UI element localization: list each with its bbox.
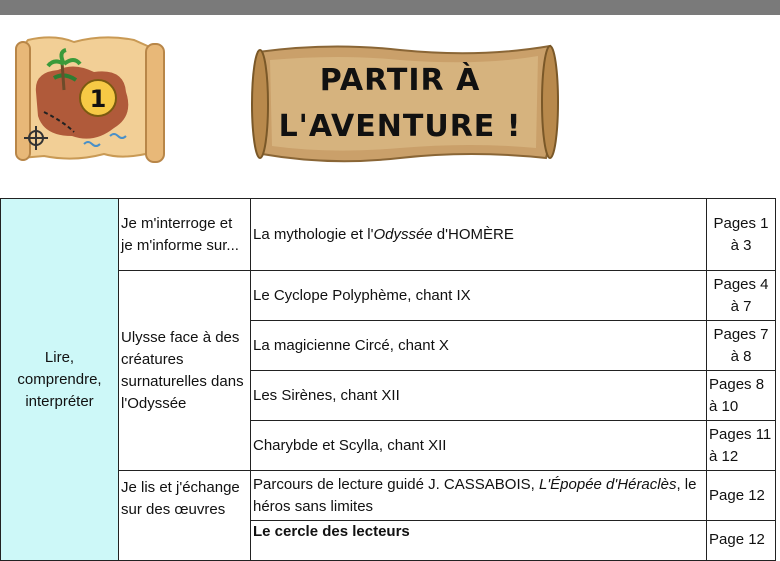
lesson-cell: Parcours de lecture guidé J. CASSABOIS, L'Épopée d'Héraclès, le héros sans limites bbox=[251, 471, 707, 521]
group-cell: Je m'interroge et je m'informe sur... bbox=[119, 199, 251, 271]
group-cell: Je lis et j'échange sur des œuvres bbox=[119, 471, 251, 561]
page-title bbox=[250, 58, 550, 150]
pages-cell: Page 12 bbox=[707, 521, 776, 561]
lesson-cell: Le cercle des lecteurs bbox=[251, 521, 707, 561]
pages-cell: Pages 4 à 7 bbox=[707, 271, 776, 321]
treasure-map-icon bbox=[14, 32, 168, 166]
title-line-1: PARTIR À bbox=[319, 63, 481, 98]
pages-cell: Pages 11 à 12 bbox=[707, 421, 776, 471]
contents-table bbox=[0, 198, 776, 561]
pages-cell: Page 12 bbox=[707, 471, 776, 521]
badge-number: 1 bbox=[89, 85, 107, 113]
pages-cell: Pages 8 à 10 bbox=[707, 371, 776, 421]
lesson-cell: La magicienne Circé, chant X bbox=[251, 321, 707, 371]
lesson-cell: La mythologie et l'Odyssée d'HOMÈRE bbox=[251, 199, 707, 271]
top-bar bbox=[0, 0, 780, 15]
pages-cell: Pages 1 à 3 bbox=[707, 199, 776, 271]
domain-cell: Lire, comprendre, interpréter bbox=[1, 199, 119, 561]
table-row bbox=[1, 199, 776, 271]
title-line-2: L'AVENTURE ! bbox=[278, 109, 522, 144]
lesson-cell: Charybde et Scylla, chant XII bbox=[251, 421, 707, 471]
lesson-cell: Le Cyclope Polyphème, chant IX bbox=[251, 271, 707, 321]
pages-cell: Pages 7 à 8 bbox=[707, 321, 776, 371]
lesson-cell: Les Sirènes, chant XII bbox=[251, 371, 707, 421]
group-cell: Ulysse face à des créatures surnaturelles dans l'Odyssée bbox=[119, 271, 251, 471]
